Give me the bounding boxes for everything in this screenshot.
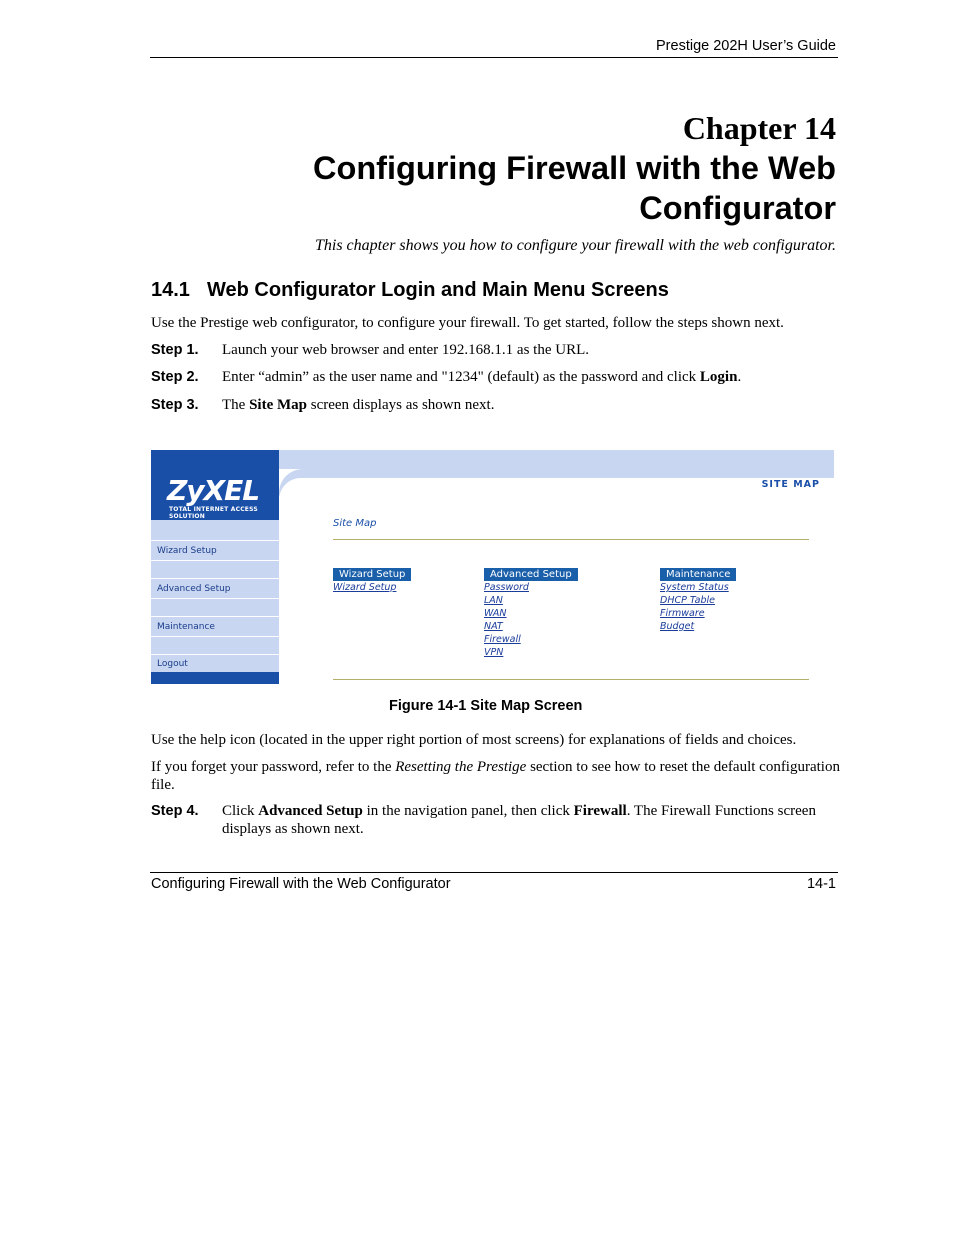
step-text [222,368,841,386]
nav-divider [151,578,279,579]
step-1 [151,341,841,359]
para-password-italic: Resetting the Prestige [395,759,527,775]
step-label: Step 2. [151,369,199,385]
step-text-a: The [222,397,250,413]
step-label: Step 4. [151,803,199,819]
chapter-number: Chapter 14 [682,110,836,146]
chapter-intro: This chapter shows you how to configure your firewall with the web configurator. [314,237,836,254]
para-password [151,758,841,794]
nav-footer-bar [151,672,279,684]
link-dhcp-table[interactable]: DHCP Table [660,594,715,606]
zyxel-logo: ZyXEL [167,474,260,507]
link-budget[interactable]: Budget [660,620,695,632]
link-nat[interactable]: NAT [484,620,503,632]
para-password-b: section to see how to reset the default configuration file. [151,759,840,793]
page-title: Site Map [333,518,377,529]
step-label: Step 1. [151,342,199,358]
nav-item-wizard-setup[interactable]: Wizard Setup [157,546,217,556]
step-3 [151,396,841,414]
column-maintenance [660,564,736,634]
nav-divider [151,540,279,541]
step-text-b: screen displays as shown next. [307,397,495,413]
step-bold-b: Firewall [573,803,627,819]
nav-divider [151,598,279,599]
step-text [222,802,841,838]
logo-tagline: TOTAL INTERNET ACCESS SOLUTION [169,506,258,520]
nav-panel [151,450,279,684]
step-text: Launch your web browser and enter 192.168.1.1 as the URL. [222,342,589,358]
nav-divider [151,636,279,637]
para-help: Use the help icon (located in the upper right portion of most screens) for explanations of fields and choices. [151,732,797,748]
chapter-title-line-1: Configuring Firewall with the Web [313,150,836,186]
link-firewall[interactable]: Firewall [484,633,521,645]
para-password-a: If you forget your password, refer to the [151,759,396,775]
column-wizard-setup [333,564,411,595]
footer-rule [150,872,838,873]
section-title: Web Configurator Login and Main Menu Screens [207,279,669,301]
figure-caption: Figure 14-1 Site Map Screen [389,698,583,714]
column-heading: Maintenance [660,568,736,581]
link-wizard-setup[interactable]: Wizard Setup [333,582,397,593]
section-number: 14.1 [151,279,190,301]
content-area-corner [279,478,834,505]
step-label: Step 3. [151,397,199,413]
step-text-b: . [737,369,742,385]
link-system-status[interactable]: System Status [660,582,729,593]
step-text-c: . The Firewall Functions screen displays as shown next. [222,803,816,837]
nav-item-logout[interactable]: Logout [157,659,188,669]
step-text [222,396,841,414]
column-advanced-setup [484,564,578,659]
site-map-screenshot [151,450,834,684]
footer-title: Configuring Firewall with the Web Configurator [151,876,451,892]
nav-divider [151,616,279,617]
nav-divider [151,560,279,561]
nav-item-maintenance[interactable]: Maintenance [157,622,215,632]
logo-box [151,450,279,520]
column-heading: Advanced Setup [484,568,578,581]
link-wan[interactable]: WAN [484,607,507,619]
running-header: Prestige 202H User’s Guide [656,38,836,54]
step-bold-a: Advanced Setup [258,803,363,819]
section-intro: Use the Prestige web configurator, to configure your firewall. To get started, follow the steps shown next. [151,315,784,331]
page-number: 14-1 [806,876,836,892]
banner-label: SITE MAP [761,479,820,490]
step-bold-a: Login [699,369,738,385]
column-heading: Wizard Setup [333,568,411,581]
chapter-title-line-2: Configurator [639,190,836,226]
step-text-a: Click [222,803,259,819]
step-text-a: Enter “admin” as the user name and "1234" (default) as the password and click [222,369,700,385]
step-text-b: in the navigation panel, then click [362,803,574,819]
link-firmware[interactable]: Firmware [660,607,705,619]
section-heading [151,279,669,302]
link-lan[interactable]: LAN [484,594,503,606]
nav-item-advanced-setup[interactable]: Advanced Setup [157,584,231,594]
header-rule [150,57,838,58]
step-bold-a: Site Map [249,397,307,413]
link-vpn[interactable]: VPN [484,646,504,658]
link-password[interactable]: Password [484,582,529,593]
banner-band [279,450,834,469]
chapter-title [200,148,836,228]
nav-divider [151,654,279,655]
top-divider [333,539,809,540]
bottom-divider [333,679,809,680]
step-2 [151,368,841,386]
step-4 [151,802,841,838]
